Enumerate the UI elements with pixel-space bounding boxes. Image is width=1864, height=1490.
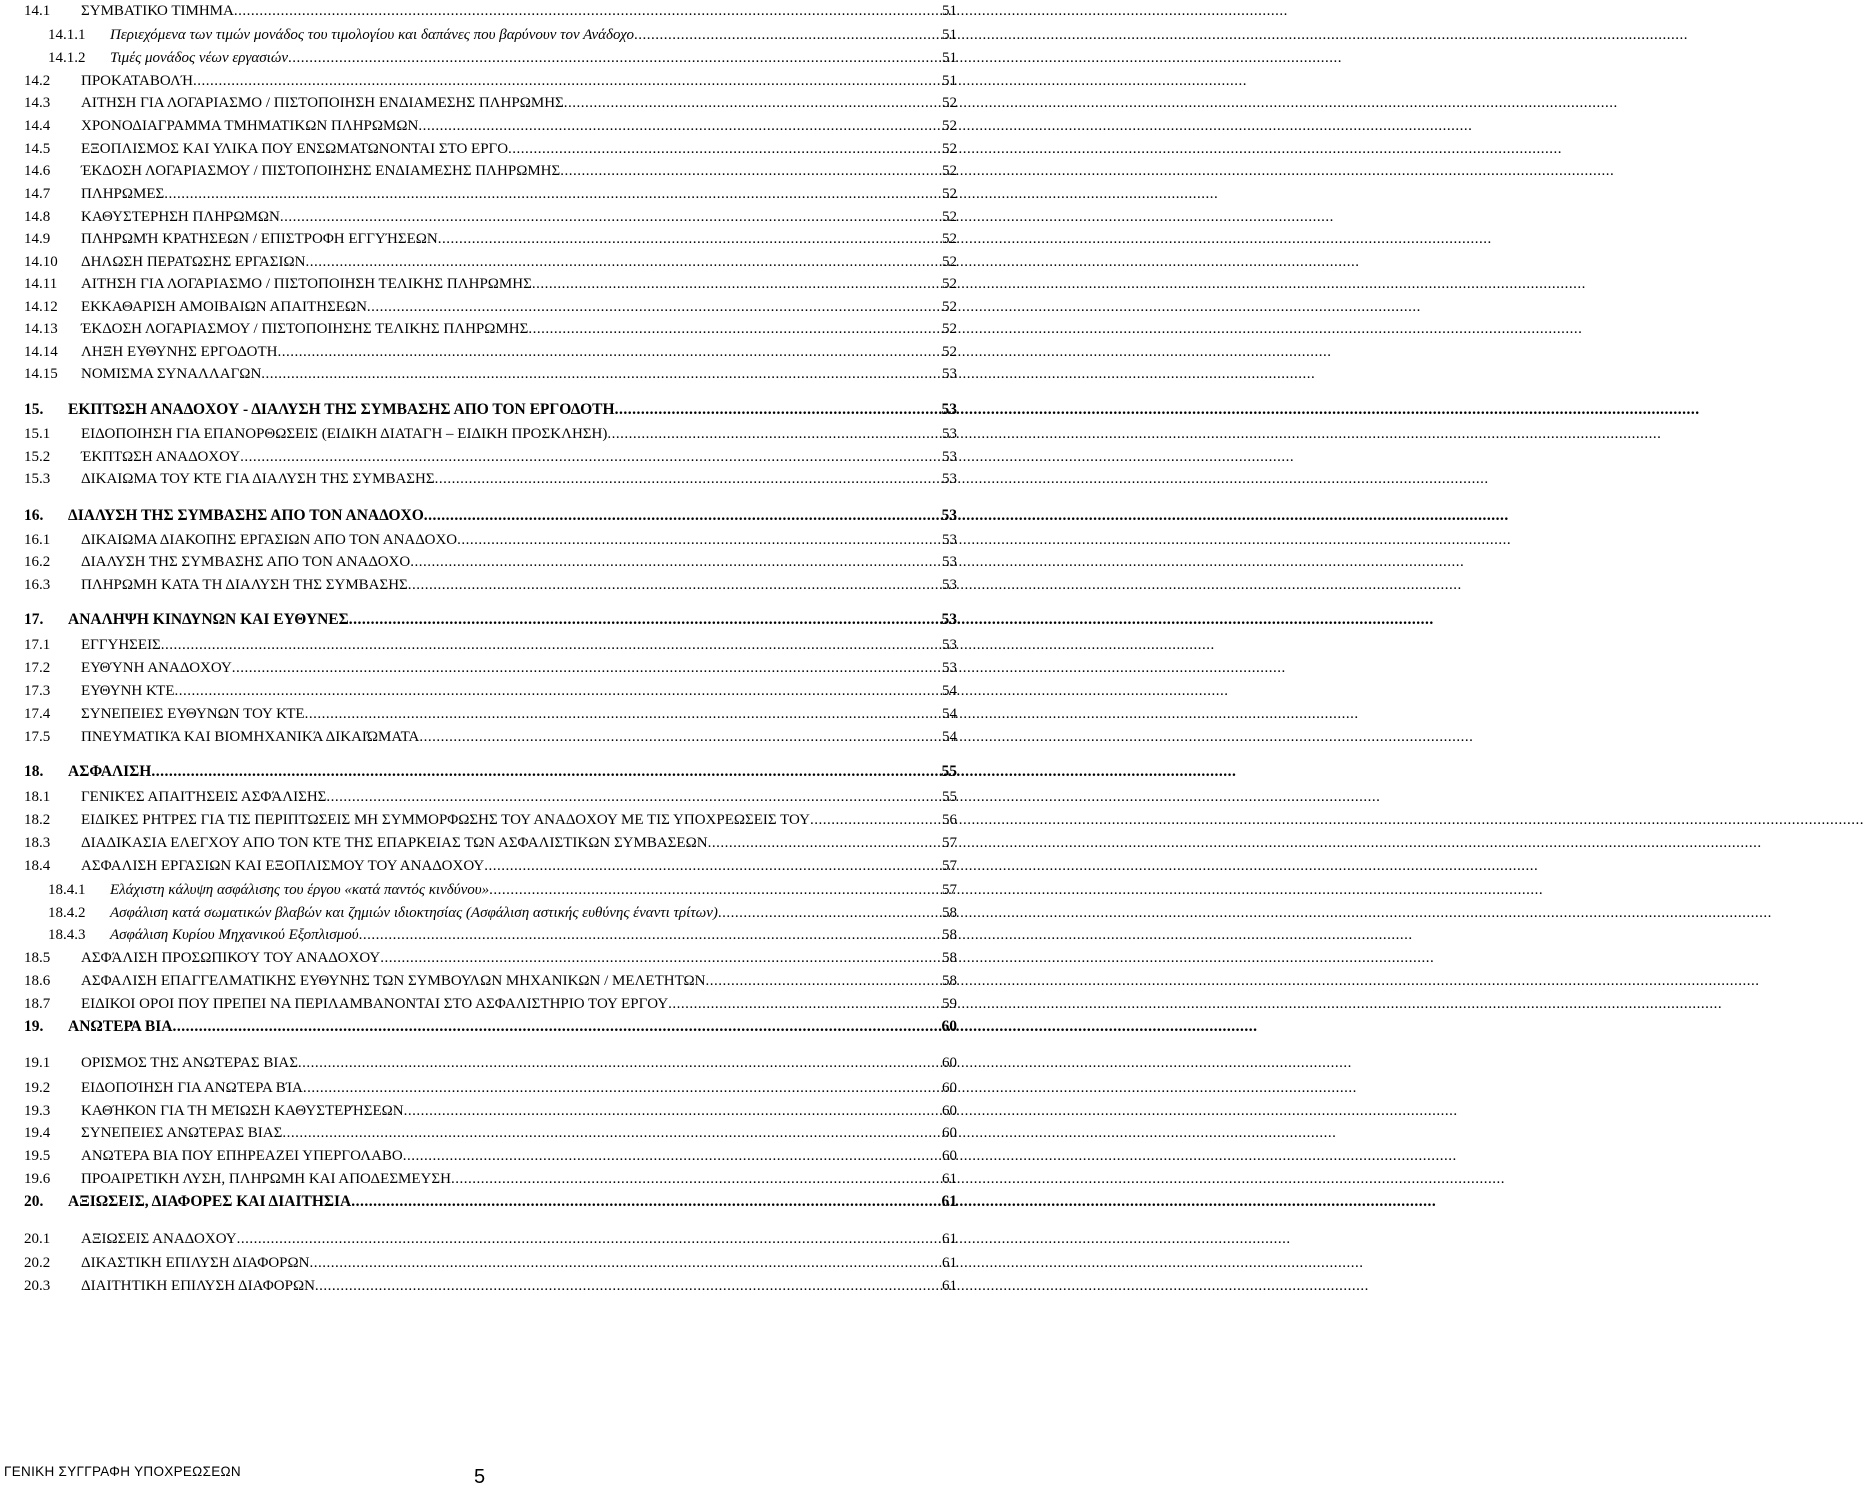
toc-entry-page: 57: [942, 882, 957, 898]
toc-entry-title: ΕΚΚΑΘΑΡΙΣΗ ΑΜΟΙΒΑΙΩΝ ΑΠΑΙΤΗΣΕΩΝ: [81, 299, 367, 315]
toc-leader-dots: [359, 924, 941, 946]
toc-entry-title: ΈΚΔΟΣΗ ΛΟΓΑΡΙΑΣΜΟΥ / ΠΙΣΤΟΠΟΙΗΣΗΣ ΤΕΛΙΚΗΣ ΠΛΗΡΩΜΗΣ: [81, 321, 529, 337]
toc-leader-dots: [419, 726, 941, 748]
toc-entry[interactable]: [24, 160, 957, 182]
toc-entry-title: ΕΞΟΠΛΙΣΜΟΣ ΚΑΙ ΥΛΙΚΑ ΠΟΥ ΕΝΣΩΜΑΤΩΝΟΝΤΑΙ ΣΤΟ ΕΡΓΟ: [81, 141, 509, 157]
toc-entry-page: 52: [942, 344, 957, 360]
toc-entry-number: 14.7: [24, 186, 51, 202]
toc-entry-page: 53: [942, 660, 957, 676]
toc-entry-page: 55: [942, 789, 957, 805]
toc-entry[interactable]: [24, 832, 957, 854]
toc-entry[interactable]: [24, 902, 957, 924]
toc-entry-number: 14.1.1: [48, 27, 86, 43]
toc-entry-page: 53: [941, 401, 957, 418]
toc-leader-dots: [418, 115, 941, 137]
toc-entry-title: ΕΓΓΥΗΣΕΙΣ: [81, 637, 161, 653]
toc-entry-page: 61: [942, 1231, 957, 1247]
toc-entry-page: 53: [942, 366, 957, 382]
toc-entry-page: 55: [941, 763, 957, 780]
toc-entry-title: ΠΝΕΥΜΑΤΙΚΆ ΚΑΙ ΒΙΟΜΗΧΑΝΙΚΆ ΔΙΚΑΙΏΜΑΤΑ: [81, 729, 420, 745]
toc-entry-number: 14.1: [24, 3, 51, 19]
toc-entry-page: 52: [942, 321, 957, 337]
toc-entry-title: ΑΙΤΗΣΗ ΓΙΑ ΛΟΓΑΡΙΑΣΜΟ / ΠΙΣΤΟΠΟΙΗΣΗ ΕΝΔΙΑΜΕΣΗΣ ΠΛΗΡΩΜΗΣ: [81, 95, 564, 111]
toc-entry-page: 53: [942, 471, 957, 487]
toc-leader-dots: [708, 832, 941, 854]
toc-entry-title: ΕΙΔΙΚΕΣ ΡΗΤΡΕΣ ΓΙΑ ΤΙΣ ΠΕΡΙΠΤΩΣΕΙΣ ΜΗ ΣΥΜΜΟΡΦΩΣΗΣ ΤΟΥ ΑΝΑΔΟΧΟΥ ΜΕ ΤΙΣ ΥΠΟΧΡΕΩΣΕΙΣ ΤΟΥ: [81, 812, 810, 828]
toc-entry-title: ΔΙΑΔΙΚΑΣΙΑ ΕΛΕΓΧΟΥ ΑΠΟ ΤΟΝ ΚΤΕ ΤΗΣ ΕΠΑΡΚΕΙΑΣ ΤΩΝ ΑΣΦΑΛΙΣΤΙΚΩΝ ΣΥΜΒΑΣΕΩΝ: [81, 835, 708, 851]
toc-entry[interactable]: [24, 703, 957, 725]
toc-entry[interactable]: [24, 318, 957, 340]
toc-entry-title: ΈΚΔΟΣΗ ΛΟΓΑΡΙΑΣΜΟΥ / ΠΙΣΤΟΠΟΙΗΣΗΣ ΕΝΔΙΑΜΕΣΗΣ ΠΛΗΡΩΜΗΣ: [81, 163, 561, 179]
toc-leader-dots: [161, 634, 941, 656]
toc-entry-number: 19.5: [24, 1148, 51, 1164]
toc-leader-dots: [315, 1275, 941, 1297]
toc-leader-dots: [282, 1122, 941, 1144]
toc-entry-number: 14.9: [24, 231, 51, 247]
toc-leader-dots: [404, 1100, 941, 1122]
toc-entry-title: ΠΡΟΑΙΡΕΤΙΚΗ ΛΥΣΗ, ΠΛΗΡΩΜΗ ΚΑΙ ΑΠΟΔΕΣΜΕΥΣΗ: [81, 1171, 451, 1187]
toc-entry-number: 16.1: [24, 532, 51, 548]
toc-entry-page: 52: [942, 163, 957, 179]
toc-leader-dots: [232, 657, 941, 679]
toc-entry-page: 51: [942, 73, 957, 89]
toc-entry[interactable]: [24, 574, 957, 596]
toc-entry[interactable]: [24, 47, 957, 69]
toc-entry[interactable]: [24, 551, 957, 573]
toc-entry-number: 15.2: [24, 449, 51, 465]
toc-entry-page: 61: [941, 1193, 957, 1210]
toc-entry[interactable]: [24, 0, 957, 22]
toc-entry-page: 52: [942, 299, 957, 315]
toc-leader-dots: [668, 993, 941, 1015]
toc-leader-dots: [438, 228, 941, 250]
toc-leader-dots: [528, 318, 941, 340]
toc-entry-title: ΣΥΝΕΠΕΙΕΣ ΕΥΘΥΝΩΝ ΤΟΥ ΚΤΕ: [81, 706, 305, 722]
toc-entry-number: 19.1: [24, 1055, 51, 1071]
toc-entry-page: 52: [942, 276, 957, 292]
toc-entry[interactable]: [24, 1122, 957, 1144]
toc-leader-dots: [305, 703, 941, 725]
toc-entry-title: Ασφάλιση κατά σωματικών βλαβών και ζημιών ιδιοκτησίας (Ασφάλιση αστικής ευθύνης έναντι τρίτων): [110, 905, 718, 921]
toc-entry-number: 15.: [24, 401, 44, 418]
toc-entry-number: 14.11: [24, 276, 58, 292]
toc-entry[interactable]: [24, 634, 957, 656]
toc-entry-number: 14.3: [24, 95, 51, 111]
toc-entry[interactable]: [24, 786, 957, 808]
toc-leader-dots: [489, 879, 941, 901]
toc-entry-title: ΑΣΦΑΛΙΣΗ: [68, 763, 152, 780]
toc-leader-dots: [451, 1168, 941, 1190]
toc-leader-dots: [615, 399, 941, 421]
toc-entry-page: 60: [942, 1103, 957, 1119]
toc-chapter-entry[interactable]: [24, 1016, 957, 1038]
toc-entry-number: 19.4: [24, 1125, 51, 1141]
toc-entry-title: ΑΝΩΤΕΡΑ ΒΙΑ: [68, 1018, 173, 1035]
toc-entry-number: 14.2: [24, 73, 51, 89]
toc-entry[interactable]: [24, 657, 957, 679]
toc-leader-dots: [424, 505, 941, 527]
toc-entry-page: 58: [942, 973, 957, 989]
toc-entry-title: ΕΥΘΎΝΗ ΑΝΑΔΟΧΟΥ: [81, 660, 232, 676]
toc-entry[interactable]: [24, 993, 957, 1015]
toc-entry-title: ΔΙΑΛΥΣΗ ΤΗΣ ΣΥΜΒΑΣΗΣ ΑΠΟ ΤΟΝ ΑΝΑΔΟΧΟ: [68, 507, 424, 524]
toc-entry-page: 51: [942, 50, 957, 66]
toc-chapter-entry[interactable]: [24, 505, 957, 527]
toc-entry-title: ΠΡΟΚΑΤΑΒΟΛΉ: [81, 73, 193, 89]
toc-entry-page: 57: [942, 835, 957, 851]
toc-entry[interactable]: [24, 1052, 957, 1074]
toc-entry[interactable]: [24, 468, 957, 490]
toc-entry-number: 19.2: [24, 1080, 51, 1096]
toc-entry-title: ΚΑΘΥΣΤΕΡΗΣΗ ΠΛΗΡΩΜΩΝ: [81, 209, 280, 225]
toc-entry-page: 60: [941, 1018, 957, 1035]
toc-leader-dots: [403, 1145, 941, 1167]
toc-entry[interactable]: [24, 726, 957, 748]
toc-entry[interactable]: [24, 879, 957, 901]
toc-entry-title: ΑΞΙΩΣΕΙΣ, ΔΙΑΦΟΡΕΣ ΚΑΙ ΔΙΑΙΤΗΣΙΑ: [68, 1193, 352, 1210]
toc-entry-page: 52: [942, 95, 957, 111]
toc-entry-page: 57: [942, 858, 957, 874]
toc-entry[interactable]: [24, 1252, 957, 1274]
toc-entry-title: ΚΑΘΉΚΟΝ ΓΙΑ ΤΗ ΜΕΊΩΣΗ ΚΑΘΥΣΤΕΡΉΣΕΩΝ: [81, 1103, 404, 1119]
toc-entry-number: 14.14: [24, 344, 58, 360]
toc-entry-page: 53: [942, 532, 957, 548]
toc-entry-number: 20.2: [24, 1255, 51, 1271]
toc-entry-number: 20.1: [24, 1231, 51, 1247]
toc-entry-number: 14.12: [24, 299, 58, 315]
toc-leader-dots: [435, 468, 941, 490]
toc-entry-number: 20.3: [24, 1278, 51, 1294]
toc-leader-dots: [172, 1016, 940, 1038]
toc-leader-dots: [349, 609, 941, 631]
toc-leader-dots: [457, 529, 941, 551]
toc-leader-dots: [278, 341, 941, 363]
toc-entry-title: ΑΞΙΩΣΕΙΣ ΑΝΑΔΟΧΟΥ: [81, 1231, 237, 1247]
toc-entry[interactable]: [24, 24, 957, 46]
toc-entry[interactable]: [24, 423, 957, 445]
toc-entry[interactable]: [24, 138, 957, 160]
toc-chapter-entry[interactable]: [24, 399, 957, 421]
toc-entry-page: 52: [942, 231, 957, 247]
toc-entry-number: 18.4.2: [48, 905, 86, 921]
toc-entry-title: ΑΝΑΛΗΨΗ ΚΙΝΔΥΝΩΝ ΚΑΙ ΕΥΘΥΝΕΣ: [68, 611, 349, 628]
toc-entry-page: 53: [942, 449, 957, 465]
toc-entry-title: ΔΙΚΑΙΩΜΑ ΔΙΑΚΟΠΗΣ ΕΡΓΑΣΙΩΝ ΑΠΟ ΤΟΝ ΑΝΑΔΟΧΟ: [81, 532, 458, 548]
toc-entry[interactable]: [24, 1168, 957, 1190]
toc-entry-number: 19.3: [24, 1103, 51, 1119]
toc-entry-page: 59: [942, 996, 957, 1012]
toc-chapter-entry[interactable]: [24, 609, 957, 631]
toc-leader-dots: [164, 183, 941, 205]
toc-entry[interactable]: [24, 947, 957, 969]
toc-entry-page: 53: [942, 577, 957, 593]
toc-leader-dots: [484, 855, 941, 877]
toc-leader-dots: [410, 551, 941, 573]
toc-entry-number: 16.: [24, 507, 44, 524]
toc-entry-number: 14.1.2: [48, 50, 86, 66]
toc-entry-page: 53: [941, 611, 957, 628]
toc-entry-number: 19.6: [24, 1171, 51, 1187]
toc-entry[interactable]: [24, 1100, 957, 1122]
toc-leader-dots: [234, 0, 941, 22]
toc-entry-number: 16.3: [24, 577, 51, 593]
toc-entry-number: 14.8: [24, 209, 51, 225]
toc-leader-dots: [560, 160, 941, 182]
toc-entry-page: 60: [942, 1125, 957, 1141]
toc-entry[interactable]: [24, 228, 957, 250]
toc-entry-title: ΔΙΚΑΙΩΜΑ ΤΟΥ ΚΤΕ ΓΙΑ ΔΙΑΛΥΣΗ ΤΗΣ ΣΥΜΒΑΣΗΣ: [81, 471, 435, 487]
toc-leader-dots: [408, 574, 941, 596]
toc-entry-title: ΕΙΔΟΠΟΙΗΣΗ ΓΙΑ ΕΠΑΝΟΡΘΩΣΕΙΣ (ΕΙΔΙΚΗ ΔΙΑΤΑΓΗ – ΕΙΔΙΚΗ ΠΡΟΣΚΛΗΣΗ): [81, 426, 608, 442]
toc-entry-page: 61: [942, 1278, 957, 1294]
toc-entry[interactable]: [24, 115, 957, 137]
toc-leader-dots: [193, 70, 941, 92]
toc-entry-page: 52: [942, 254, 957, 270]
toc-entry-page: 52: [942, 118, 957, 134]
toc-entry-page: 51: [942, 27, 957, 43]
toc-entry[interactable]: [24, 680, 957, 702]
toc-entry-title: ΟΡΙΣΜΟΣ ΤΗΣ ΑΝΩΤΕΡΑΣ ΒΙΑΣ: [81, 1055, 298, 1071]
toc-entry-number: 14.15: [24, 366, 58, 382]
toc-entry[interactable]: [24, 363, 957, 385]
toc-entry-number: 15.1: [24, 426, 51, 442]
toc-entry-title: ΓΕΝΙΚΈΣ ΑΠΑΙΤΉΣΕΙΣ ΑΣΦΆΛΙΣΗΣ: [81, 789, 327, 805]
toc-leader-dots: [175, 680, 942, 702]
toc-entry-number: 14.13: [24, 321, 58, 337]
toc-entry-title: ΣΥΝΕΠΕΙΕΣ ΑΝΩΤΕΡΑΣ ΒΙΑΣ: [81, 1125, 283, 1141]
toc-entry-number: 18.: [24, 763, 44, 780]
toc-entry[interactable]: [24, 70, 957, 92]
toc-entry-page: 60: [942, 1055, 957, 1071]
toc-entry-title: ΧΡΟΝΟΔΙΑΓΡΑΜΜΑ ΤΜΗΜΑΤΙΚΩΝ ΠΛΗΡΩΜΩΝ: [81, 118, 419, 134]
toc-leader-dots: [508, 138, 941, 160]
toc-chapter-entry[interactable]: [24, 1191, 957, 1213]
toc-leader-dots: [305, 251, 941, 273]
toc-entry-title: ΠΛΗΡΩΜΕΣ: [81, 186, 165, 202]
toc-entry-number: 17.3: [24, 683, 51, 699]
toc-entry-number: 18.5: [24, 950, 51, 966]
toc-entry-number: 14.5: [24, 141, 51, 157]
toc-entry-number: 15.3: [24, 471, 51, 487]
toc-entry-page: 54: [942, 683, 957, 699]
toc-entry-title: ΔΙΑΙΤΗΤΙΚΗ ΕΠΙΛΥΣΗ ΔΙΑΦΟΡΩΝ: [81, 1278, 315, 1294]
toc-entry-title: Ασφάλιση Κυρίου Μηχανικού Εξοπλισμού: [110, 927, 359, 943]
toc-entry-page: 53: [941, 507, 957, 524]
toc-entry-number: 20.: [24, 1193, 44, 1210]
toc-entry-title: ΛΗΞΗ ΕΥΘΥΝΗΣ ΕΡΓΟΔΟΤΗ: [81, 344, 278, 360]
toc-entry[interactable]: [24, 273, 957, 295]
toc-entry[interactable]: [24, 1077, 957, 1099]
toc-leader-dots: [718, 902, 941, 924]
toc-entry-page: 61: [942, 1171, 957, 1187]
toc-entry[interactable]: [24, 970, 957, 992]
toc-entry-title: ΔΗΛΩΣΗ ΠΕΡΑΤΩΣΗΣ ΕΡΓΑΣΙΩΝ: [81, 254, 306, 270]
toc-entry-title: ΕΙΔΙΚΟΙ ΟΡΟΙ ΠΟΥ ΠΡΕΠΕΙ ΝΑ ΠΕΡΙΛΑΜΒΑΝΟΝΤΑΙ ΣΤΟ ΑΣΦΑΛΙΣΤΗΡΙΟ ΤΟΥ ΕΡΓΟΥ: [81, 996, 669, 1012]
toc-entry[interactable]: [24, 206, 957, 228]
toc-entry-page: 52: [942, 141, 957, 157]
toc-entry-title: ΠΛΗΡΩΜΗ ΚΑΤΑ ΤΗ ΔΙΑΛΥΣΗ ΤΗΣ ΣΥΜΒΑΣΗΣ: [81, 577, 408, 593]
toc-entry-page: 54: [942, 729, 957, 745]
toc-entry-title: ΕΚΠΤΩΣΗ ΑΝΑΔΟΧΟΥ - ΔΙΑΛΥΣΗ ΤΗΣ ΣΥΜΒΑΣΗΣ ΑΠΟ ΤΟΝ ΕΡΓΟΔΟΤΗ: [68, 401, 615, 418]
toc-entry-number: 18.6: [24, 973, 51, 989]
toc-leader-dots: [634, 24, 941, 46]
toc-entry[interactable]: [24, 855, 957, 877]
toc-entry-page: 58: [942, 927, 957, 943]
toc-leader-dots: [240, 446, 941, 468]
toc-entry-page: 56: [942, 812, 957, 828]
toc-entry-number: 17.4: [24, 706, 51, 722]
toc-leader-dots: [280, 206, 941, 228]
toc-entry-page: 53: [942, 426, 957, 442]
toc-entry-title: ΣΥΜΒΑΤΙΚΟ ΤΙΜΗΜΑ: [81, 3, 234, 19]
toc-entry[interactable]: [24, 924, 957, 946]
toc-entry[interactable]: [24, 1275, 957, 1297]
toc-entry-number: 18.4.3: [48, 927, 86, 943]
toc-entry-title: ΔΙΚΑΣΤΙΚΗ ΕΠΙΛΥΣΗ ΔΙΑΦΟΡΩΝ: [81, 1255, 310, 1271]
footer-page-number: 5: [474, 1466, 486, 1488]
toc-entry-title: ΈΚΠΤΩΣΗ ΑΝΑΔΟΧΟΥ: [81, 449, 241, 465]
toc-entry-page: 52: [942, 186, 957, 202]
toc-leader-dots: [367, 296, 941, 318]
toc-entry-page: 60: [942, 1148, 957, 1164]
toc-entry-number: 17.5: [24, 729, 51, 745]
toc-leader-dots: [237, 1228, 941, 1250]
toc-entry-page: 58: [942, 950, 957, 966]
toc-entry-title: ΑΙΤΗΣΗ ΓΙΑ ΛΟΓΑΡΙΑΣΜΟ / ΠΙΣΤΟΠΟΙΗΣΗ ΤΕΛΙΚΗΣ ΠΛΗΡΩΜΗΣ: [81, 276, 532, 292]
toc-chapter-entry[interactable]: [24, 761, 957, 783]
toc-entry-page: 61: [942, 1255, 957, 1271]
toc-entry-page: 54: [942, 706, 957, 722]
toc-entry-number: 17.: [24, 611, 44, 628]
toc-entry[interactable]: [24, 1145, 957, 1167]
toc-leader-dots: [288, 47, 941, 69]
toc-leader-dots: [151, 761, 940, 783]
toc-entry-title: ΕΥΘΥΝΗ ΚΤΕ: [81, 683, 175, 699]
toc-leader-dots: [261, 363, 941, 385]
toc-entry[interactable]: [24, 341, 957, 363]
toc-entry-number: 18.4: [24, 858, 51, 874]
toc-entry[interactable]: [24, 529, 957, 551]
toc-entry-page: 60: [942, 1080, 957, 1096]
toc-entry-number: 18.2: [24, 812, 51, 828]
toc-entry-title: ΝΟΜΙΣΜΑ ΣΥΝΑΛΛΑΓΩΝ: [81, 366, 262, 382]
toc-entry-title: ΑΣΦΆΛΙΣΗ ΠΡΟΣΩΠΙΚΟΎ ΤΟΥ ΑΝΑΔΟΧΟΥ: [81, 950, 381, 966]
toc-entry-number: 18.1: [24, 789, 51, 805]
toc-entry-page: 51: [942, 3, 957, 19]
toc-leader-dots: [303, 1077, 941, 1099]
toc-entry-title: ΠΛΗΡΩΜΉ ΚΡΑΤΗΣΕΩΝ / ΕΠΙΣΤΡΟΦΗ ΕΓΓΥΉΣΕΩΝ: [81, 231, 438, 247]
toc-entry-page: 53: [942, 637, 957, 653]
toc-leader-dots: [564, 92, 941, 114]
footer-document-title: ΓΕΝΙΚΗ ΣΥΓΓΡΑΦΗ ΥΠΟΧΡΕΩΣΕΩΝ: [4, 1464, 241, 1479]
toc-entry-number: 17.1: [24, 637, 51, 653]
toc-entry-number: 18.3: [24, 835, 51, 851]
toc-entry-title: ΑΣΦΑΛΙΣΗ ΕΡΓΑΣΙΩΝ ΚΑΙ ΕΞΟΠΛΙΣΜΟΥ ΤΟΥ ΑΝΑΔΟΧΟΥ: [81, 858, 485, 874]
toc-leader-dots: [380, 947, 941, 969]
toc-leader-dots: [310, 1252, 942, 1274]
toc-entry-number: 14.10: [24, 254, 58, 270]
toc-entry-title: Περιεχόμενα των τιμών μονάδος του τιμολογίου και δαπάνες που βαρύνουν τον Ανάδοχο: [110, 27, 634, 43]
toc-entry-title: Τιμές μονάδος νέων εργασιών: [110, 50, 288, 66]
toc-entry-title: ΑΝΩΤΕΡΑ ΒΙΑ ΠΟΥ ΕΠΗΡΕΑΖΕΙ ΥΠΕΡΓΟΛΑΒΟ: [81, 1148, 403, 1164]
toc-entry[interactable]: [24, 809, 957, 831]
toc-entry[interactable]: [24, 296, 957, 318]
toc-entry[interactable]: [24, 1228, 957, 1250]
toc-entry[interactable]: [24, 251, 957, 273]
toc-entry[interactable]: [24, 92, 957, 114]
toc-entry-number: 14.4: [24, 118, 51, 134]
toc-entry-title: Ελάχιστη κάλυψη ασφάλισης του έργου «κατά παντός κινδύνου»: [110, 882, 490, 898]
toc-entry-number: 18.4.1: [48, 882, 86, 898]
toc-entry-number: 16.2: [24, 554, 51, 570]
toc-entry-number: 19.: [24, 1018, 44, 1035]
toc-leader-dots: [326, 786, 941, 808]
toc-entry-title: ΔΙΑΛΥΣΗ ΤΗΣ ΣΥΜΒΑΣΗΣ ΑΠΟ ΤΟΝ ΑΝΑΔΟΧΟ: [81, 554, 411, 570]
toc-entry-title: ΕΙΔΟΠΟΊΗΣΗ ΓΙΑ ΑΝΩΤΕΡΑ ΒΊΑ: [81, 1080, 303, 1096]
toc-entry-number: 18.7: [24, 996, 51, 1012]
toc-entry-number: 14.6: [24, 163, 51, 179]
toc-leader-dots: [351, 1191, 940, 1213]
toc-leader-dots: [607, 423, 941, 445]
toc-entry[interactable]: [24, 446, 957, 468]
toc-entry-title: ΑΣΦΑΛΙΣΗ ΕΠΑΓΓΕΛΜΑΤΙΚΗΣ ΕΥΘΥΝΗΣ ΤΩΝ ΣΥΜΒΟΥΛΩΝ ΜΗΧΑΝΙΚΩΝ / ΜΕΛΕΤΗΤΩΝ: [81, 973, 706, 989]
toc-leader-dots: [298, 1052, 941, 1074]
toc-entry-page: 53: [942, 554, 957, 570]
toc-leader-dots: [810, 809, 941, 831]
toc-entry-page: 52: [942, 209, 957, 225]
toc-leader-dots: [705, 970, 941, 992]
toc-leader-dots: [532, 273, 941, 295]
toc-entry[interactable]: [24, 183, 957, 205]
toc-entry-number: 17.2: [24, 660, 51, 676]
toc-entry-page: 58: [942, 905, 957, 921]
